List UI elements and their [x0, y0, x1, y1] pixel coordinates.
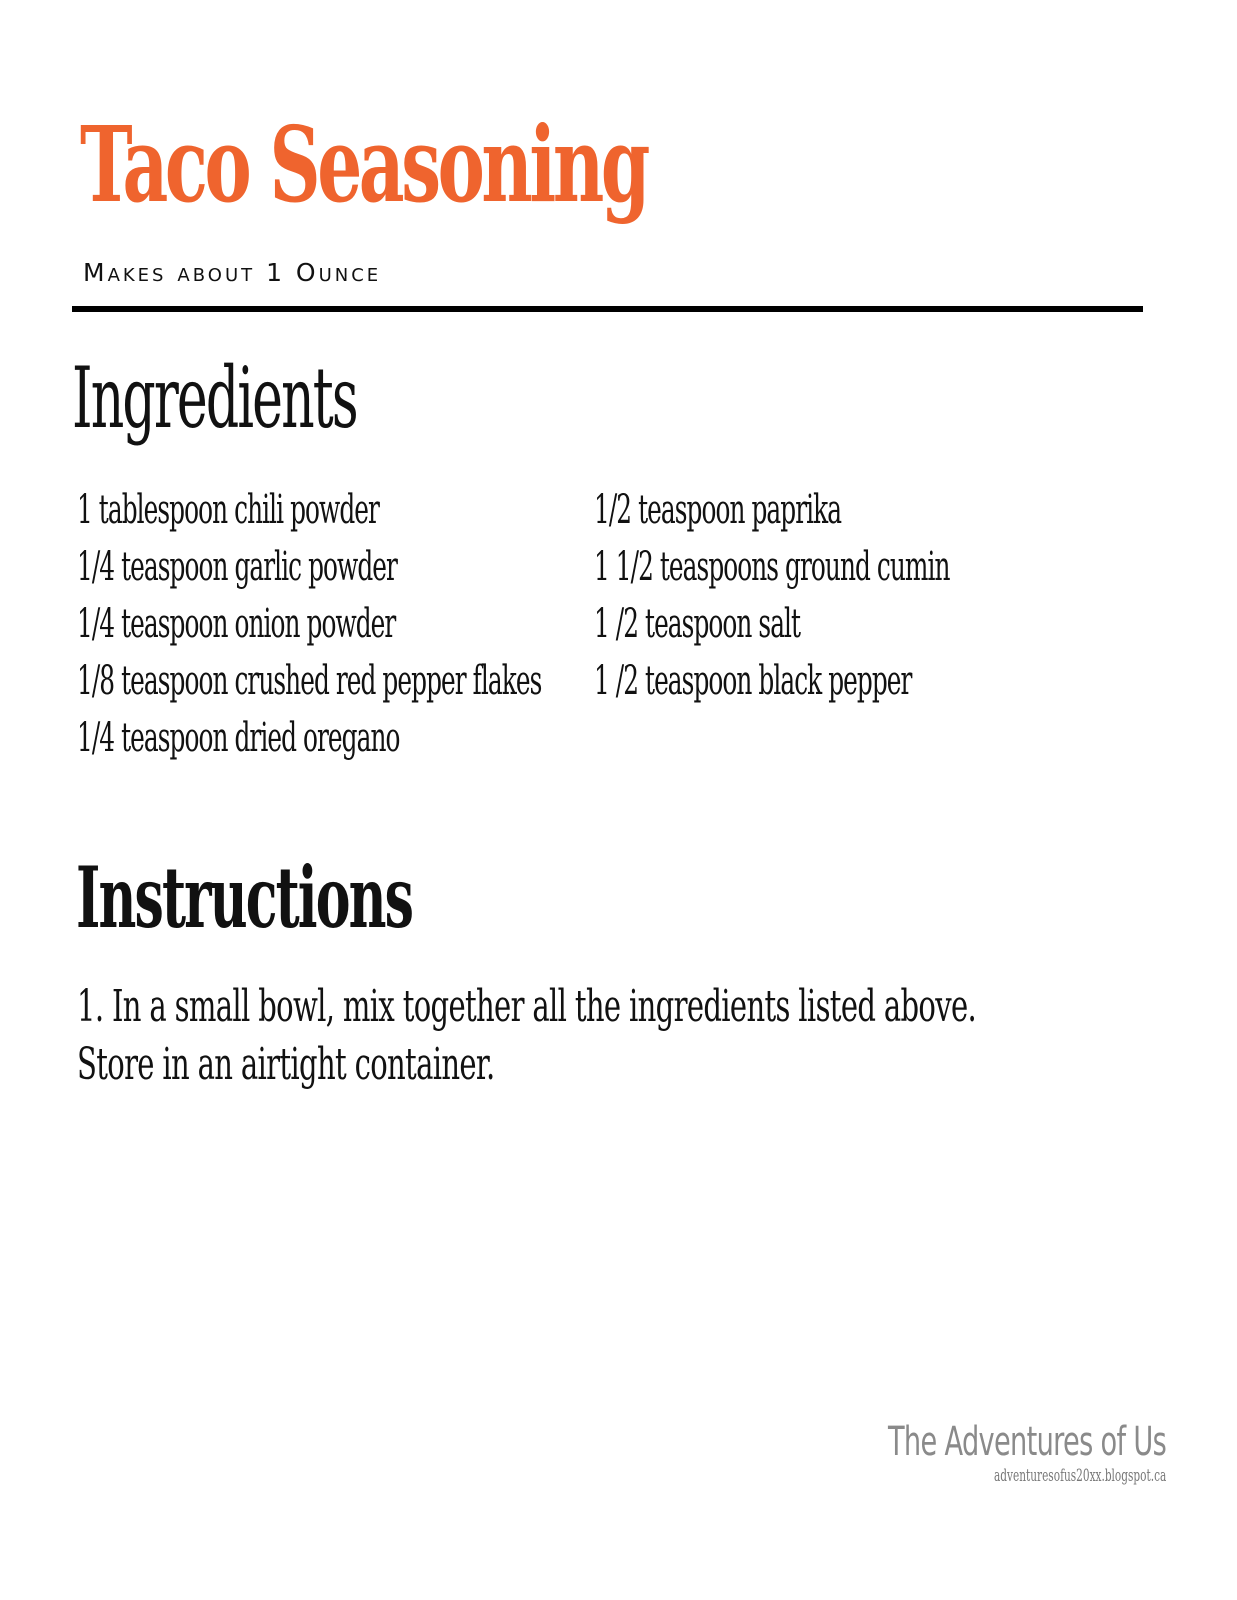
- instructions-body: [77, 978, 1237, 1094]
- ingredient-item: 1 tablespoon chili powder: [77, 487, 379, 533]
- instruction-line: Store in an airtight container.: [77, 1039, 495, 1090]
- instruction-line: 1. In a small bowl, mix together all the ingredients listed above.: [77, 981, 977, 1032]
- instructions-heading: Instructions: [76, 848, 413, 947]
- ingredient-item: 1/8 teaspoon crushed red pepper flakes: [77, 658, 542, 704]
- ingredients-heading: Ingredients: [72, 349, 357, 447]
- ingredient-item: 1 1/2 teaspoons ground cumin: [594, 544, 950, 590]
- recipe-yield: Makes about 1 Ounce: [83, 258, 382, 287]
- ingredient-item: 1/2 teaspoon paprika: [594, 487, 842, 533]
- ingredients-right-column: [594, 482, 1167, 710]
- ingredient-item: 1/4 teaspoon dried oregano: [77, 715, 400, 761]
- ingredient-item: 1/4 teaspoon onion powder: [77, 601, 396, 647]
- recipe-title: Taco Seasoning: [80, 103, 647, 226]
- ingredient-item: 1 /2 teaspoon salt: [594, 601, 801, 647]
- brand-url: adventuresofus20xx.blogspot.ca: [994, 1466, 1167, 1486]
- header-divider: [72, 306, 1143, 312]
- brand-signature: The Adventures of Us: [888, 1419, 1167, 1465]
- ingredient-item: 1/4 teaspoon garlic powder: [77, 544, 397, 590]
- ingredient-item: 1 /2 teaspoon black pepper: [594, 658, 912, 704]
